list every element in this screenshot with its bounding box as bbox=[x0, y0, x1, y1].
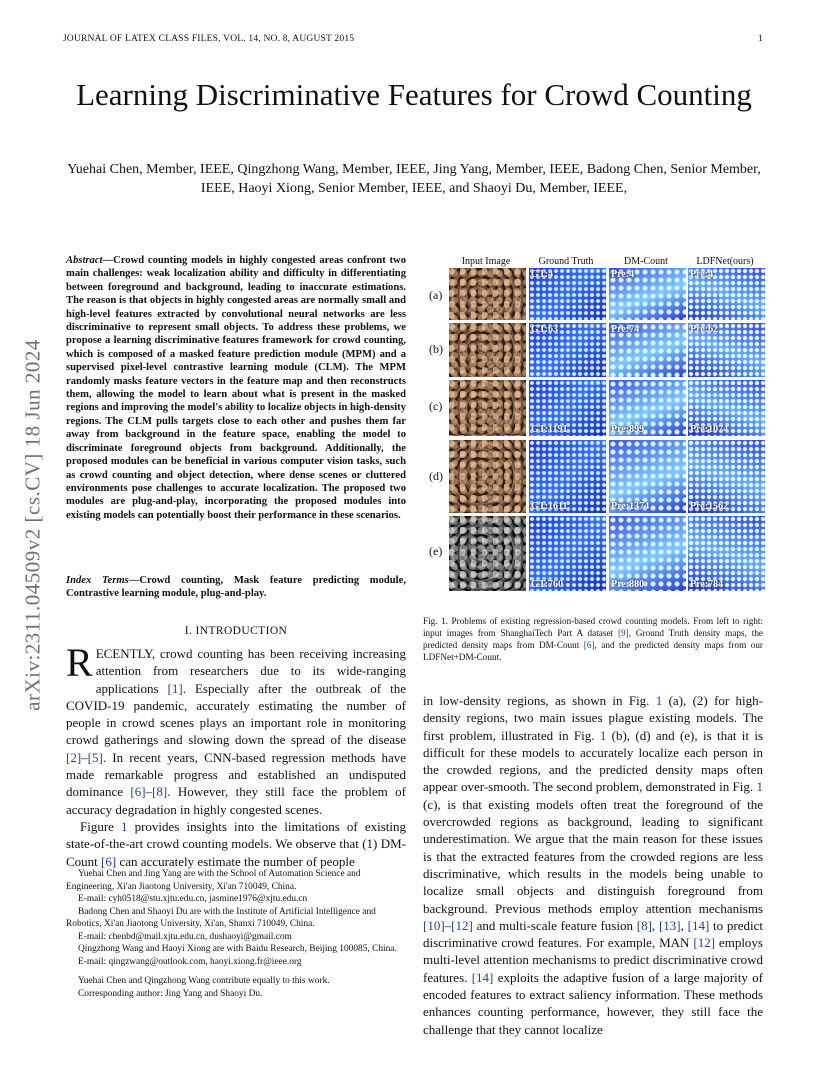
text-run: – bbox=[145, 784, 153, 800]
row-label-b: (b) bbox=[429, 342, 443, 356]
ldfnet-pred: Pre:1074 bbox=[690, 424, 729, 435]
citation-link[interactable]: [14] bbox=[687, 917, 710, 933]
paper-title: Learning Discriminative Features for Crowd Counting bbox=[76, 77, 752, 112]
ldfnet-pred: Pre:4 bbox=[690, 269, 714, 280]
input-image-a bbox=[449, 268, 526, 320]
figure-1 bbox=[423, 256, 763, 596]
section-heading: I. INTRODUCTION bbox=[184, 625, 288, 637]
dm-count-pred: Pre:4 bbox=[611, 269, 635, 280]
figure-link[interactable]: 1 bbox=[599, 727, 607, 743]
abstract-label: Abstract bbox=[66, 255, 103, 266]
text-run: . However, they still face the problem of accuracy degradation in highly congested scenes. bbox=[66, 784, 406, 817]
text-run: can accurately estimate the number of people bbox=[116, 853, 355, 869]
text-run: provides insights into the limitations of existing state-of-the-art crowd counting models. We observe that (1) DM-Count bbox=[66, 818, 406, 869]
input-image-d bbox=[449, 440, 526, 513]
index-terms bbox=[66, 574, 406, 601]
citation-link[interactable]: [8] bbox=[636, 917, 652, 933]
ldfnet-map-b bbox=[688, 323, 765, 377]
dm-count-map-d bbox=[609, 440, 686, 513]
intro-paragraph-2 bbox=[66, 818, 406, 870]
column-header-dm-count: DM-Count bbox=[624, 256, 668, 267]
footnote-line: Qingzhong Wang and Haoyi Xiong are with Baidu Research, Beijing 100085, China. bbox=[78, 944, 397, 954]
citation-link[interactable]: [13] bbox=[658, 917, 681, 933]
figure-link[interactable]: 1 bbox=[121, 818, 128, 834]
text-run: to predict discriminative crowd features. For example, MAN bbox=[423, 917, 764, 951]
text-run: ECENTLY, crowd counting has been receiving increasing attention from researchers due to its wide-ranging applications bbox=[95, 646, 406, 696]
citation-link[interactable]: [1] bbox=[167, 680, 183, 696]
ldfnet-pred: Pre:784 bbox=[690, 579, 724, 590]
figure-caption bbox=[423, 615, 763, 663]
ground-truth-map-e bbox=[529, 516, 606, 591]
abstract bbox=[66, 254, 406, 522]
arxiv-stamp bbox=[18, 290, 48, 760]
gt-count: GT:4 bbox=[531, 269, 554, 280]
row-label-d: (d) bbox=[429, 469, 443, 483]
citation-link[interactable]: [2] bbox=[66, 749, 82, 765]
author-list: Yuehai Chen, Member, IEEE, Qingzhong Wang, Member, IEEE, Jing Yang, Member, IEEE, Badong Chen, Senior Member, IEEE, Haoyi Xiong, Senior Member, IEEE, and Shaoyi Du, Member, IEEE, bbox=[67, 162, 761, 196]
figure-link[interactable]: 1 bbox=[756, 779, 763, 795]
footnote-line: E-mail: cyh0518@stu.xjtu.edu.cn, jasmine1976@xjtu.edu.cn bbox=[78, 894, 308, 904]
introduction-text bbox=[66, 640, 406, 870]
ground-truth-map-b bbox=[529, 323, 606, 377]
text-run: , and the predicted density maps from our LDFNet+DM-Count. bbox=[423, 640, 763, 662]
citation-link[interactable]: [6] bbox=[130, 784, 146, 800]
citation-link[interactable]: [6] bbox=[101, 853, 117, 869]
dm-count-map-a bbox=[609, 268, 686, 320]
ldfnet-map-c bbox=[688, 380, 765, 436]
row-label-c: (c) bbox=[429, 399, 443, 413]
dm-count-pred: Pre:899 bbox=[611, 424, 645, 435]
dm-count-pred: Pre:1374 bbox=[611, 501, 650, 512]
text-run: . In recent years, CNN-based regression methods have made remarkable progress and established an undisputed dominance bbox=[66, 749, 406, 800]
text-run: , bbox=[680, 917, 688, 933]
abstract-text: —Crowd counting models in highly congested areas confront two main challenges: weak localization ability and difficulty in differentiating between foreground and background, leading to inaccurate estimations. The reason is that objects in highly congested areas are normally small and high-level features extracted by convolutional neural networks are less discriminative to represent small objects. To address these problems, we propose a learning discriminative features framework for crowd counting, which is composed of a masked feature prediction module (MPM) and a supervised pixel-level contrastive learning module (CLM). The MPM randomly masks feature vectors in the feature map and then reconstructs them, allowing the model to learn about what is present in the masked regions and improving the model's ability to localize objects in high-density regions. The CLM pulls targets close to each other and pushes them far away from background in the feature space, enabling the model to discriminate foreground objects from background. Additionally, the proposed modules can be beneficial in various computer vision tasks, such as crowd counting and object detection, where dense scenes or cluttered environments pose challenges to accurate localization. The proposed two modules are plug-and-play, incorporating the proposed modules into existing models can potentially boost their performance in these scenarios. bbox=[66, 255, 406, 521]
text-run: (c), is that existing models often treat the foreground of the overcrowded regions as background, leading to significant underestimation. We argue that the main reason for these issues is that the extracted features from the crowded regions are less discriminative, which results in the models being unable to localize small objects and distinguish foreground from background. Previous methods employ attention mechanisms bbox=[423, 796, 763, 916]
column-header-ground-truth: Ground Truth bbox=[538, 256, 594, 267]
input-image-e bbox=[449, 516, 526, 591]
text-run: in low-density regions, as shown in Fig. bbox=[423, 693, 656, 708]
ground-truth-map-d bbox=[529, 440, 606, 513]
citation-link[interactable]: [10] bbox=[423, 917, 445, 933]
footnote-line: E-mail: chenbd@mail.xjtu.edu.cn, dushaoyi@gmail.com bbox=[78, 931, 292, 942]
ground-truth-map-a bbox=[529, 268, 606, 320]
text-run: and multi-scale feature fusion bbox=[472, 917, 637, 933]
row-label-a: (a) bbox=[429, 288, 443, 302]
text-run: Figure bbox=[80, 818, 122, 834]
footnote-line: E-mail: qingzwang@outlook.com, haoyi.xiong.fr@ieee.org bbox=[78, 956, 302, 967]
text-run: – bbox=[81, 749, 88, 765]
citation-link[interactable]: [8] bbox=[152, 784, 168, 800]
journal-name: JOURNAL OF LATEX CLASS FILES, VOL. 14, NO. 8, AUGUST 2015 bbox=[63, 34, 355, 44]
dm-count-map-b bbox=[609, 323, 686, 377]
ldfnet-map-a bbox=[688, 268, 765, 320]
text-run: Fig. 1. Problems of existing regression-based crowd counting models. From left to right: input images from ShanghaiTech Part A dataset bbox=[423, 616, 763, 638]
gt-count: GT:760 bbox=[531, 579, 564, 590]
text-run: , bbox=[651, 917, 659, 933]
text-run: exploits the adaptive fusion of a large majority of encoded features to extract saliency information. These methods enhances counting performance, however, they still face the challenge that they cannot localize bbox=[423, 969, 763, 1037]
citation-link[interactable]: [5] bbox=[87, 749, 103, 765]
page-number: 1 bbox=[758, 34, 763, 44]
footnote-line: Yuehai Chen and Qingzhong Wang contribute equally to this work. bbox=[78, 976, 330, 986]
input-image-b bbox=[449, 323, 526, 377]
footnote-line: Badong Chen and Shaoyi Du are with the Institute of Artificial Intelligence and Robotics, Xi'an Jiaotong University, Xi'an, Shanxi 710049, China. bbox=[66, 906, 376, 929]
ldfnet-map-d bbox=[688, 440, 765, 513]
drop-cap: R bbox=[66, 640, 93, 685]
text-run: employs multi-level attention mechanisms to predict discriminative crowd features. bbox=[423, 935, 763, 985]
footnotes bbox=[66, 868, 406, 1000]
intro-paragraph-1 bbox=[66, 640, 406, 818]
dm-count-pred: Pre:880 bbox=[611, 579, 645, 590]
text-run: (b), (d) and (e), is that it is difficult for these models to accurately localize each person in the crowded regions, and the predicted density maps often appear over-smooth. The second problem, demonstrated in Fig. bbox=[423, 727, 763, 795]
gt-count: GT:1191 bbox=[531, 424, 568, 435]
footnote-line: Yuehai Chen and Jing Yang are with the School of Automation Science and Engineering, Xi'an Jiaotong University, Xi'an 710049, China. bbox=[66, 869, 361, 892]
index-terms-label: Index Terms bbox=[66, 575, 129, 586]
footnote-line: Corresponding author: Jing Yang and Shaoyi Du. bbox=[78, 988, 263, 999]
text-run: – bbox=[444, 917, 452, 933]
input-image-c bbox=[449, 380, 526, 436]
right-column-text bbox=[423, 692, 763, 1038]
column-header-ldfnet: LDFNet(ours) bbox=[696, 256, 754, 267]
citation-link[interactable]: [12] bbox=[693, 935, 716, 951]
row-label-e: (e) bbox=[429, 544, 443, 558]
running-header bbox=[63, 34, 763, 44]
figure-link[interactable]: 1 bbox=[655, 693, 663, 708]
ldfnet-pred: Pre:62 bbox=[690, 324, 719, 335]
gt-count: GT:63 bbox=[531, 324, 559, 335]
ldfnet-pred: Pre:1562 bbox=[690, 501, 729, 512]
arxiv-id: arXiv:2311.04509v2 [cs.CV] 18 Jun 2024 bbox=[20, 339, 45, 711]
column-header-input: Input Image bbox=[461, 256, 511, 267]
citation-link[interactable]: [6] bbox=[583, 640, 595, 650]
gt-count: GT:1611 bbox=[531, 501, 568, 512]
dm-count-map-c bbox=[609, 380, 686, 436]
ldfnet-map-e bbox=[688, 516, 765, 591]
citation-link[interactable]: [9] bbox=[617, 628, 629, 638]
citation-link[interactable]: [14] bbox=[471, 969, 494, 985]
dm-count-pred: Pre:74 bbox=[611, 324, 640, 335]
text-run: , Ground Truth density maps, the predicted density maps from DM-Count bbox=[423, 628, 763, 650]
text-run: (a), (2) for high-density regions, two main issues plague existing models. The first problem, illustrated in Fig. bbox=[423, 693, 763, 743]
dm-count-map-e bbox=[609, 516, 686, 591]
ground-truth-map-c bbox=[529, 380, 606, 436]
index-terms-text: —Crowd counting, Mask feature predicting module, Contrastive learning module, plug-and-play. bbox=[66, 575, 406, 600]
text-run: . Especially after the outbreak of the COVID-19 pandemic, accurately estimating the number of people in crowd scenes plays an important role in monitoring crowd gatherings and slowing down the spread of the disease bbox=[66, 680, 406, 748]
citation-link[interactable]: [12] bbox=[451, 917, 473, 933]
